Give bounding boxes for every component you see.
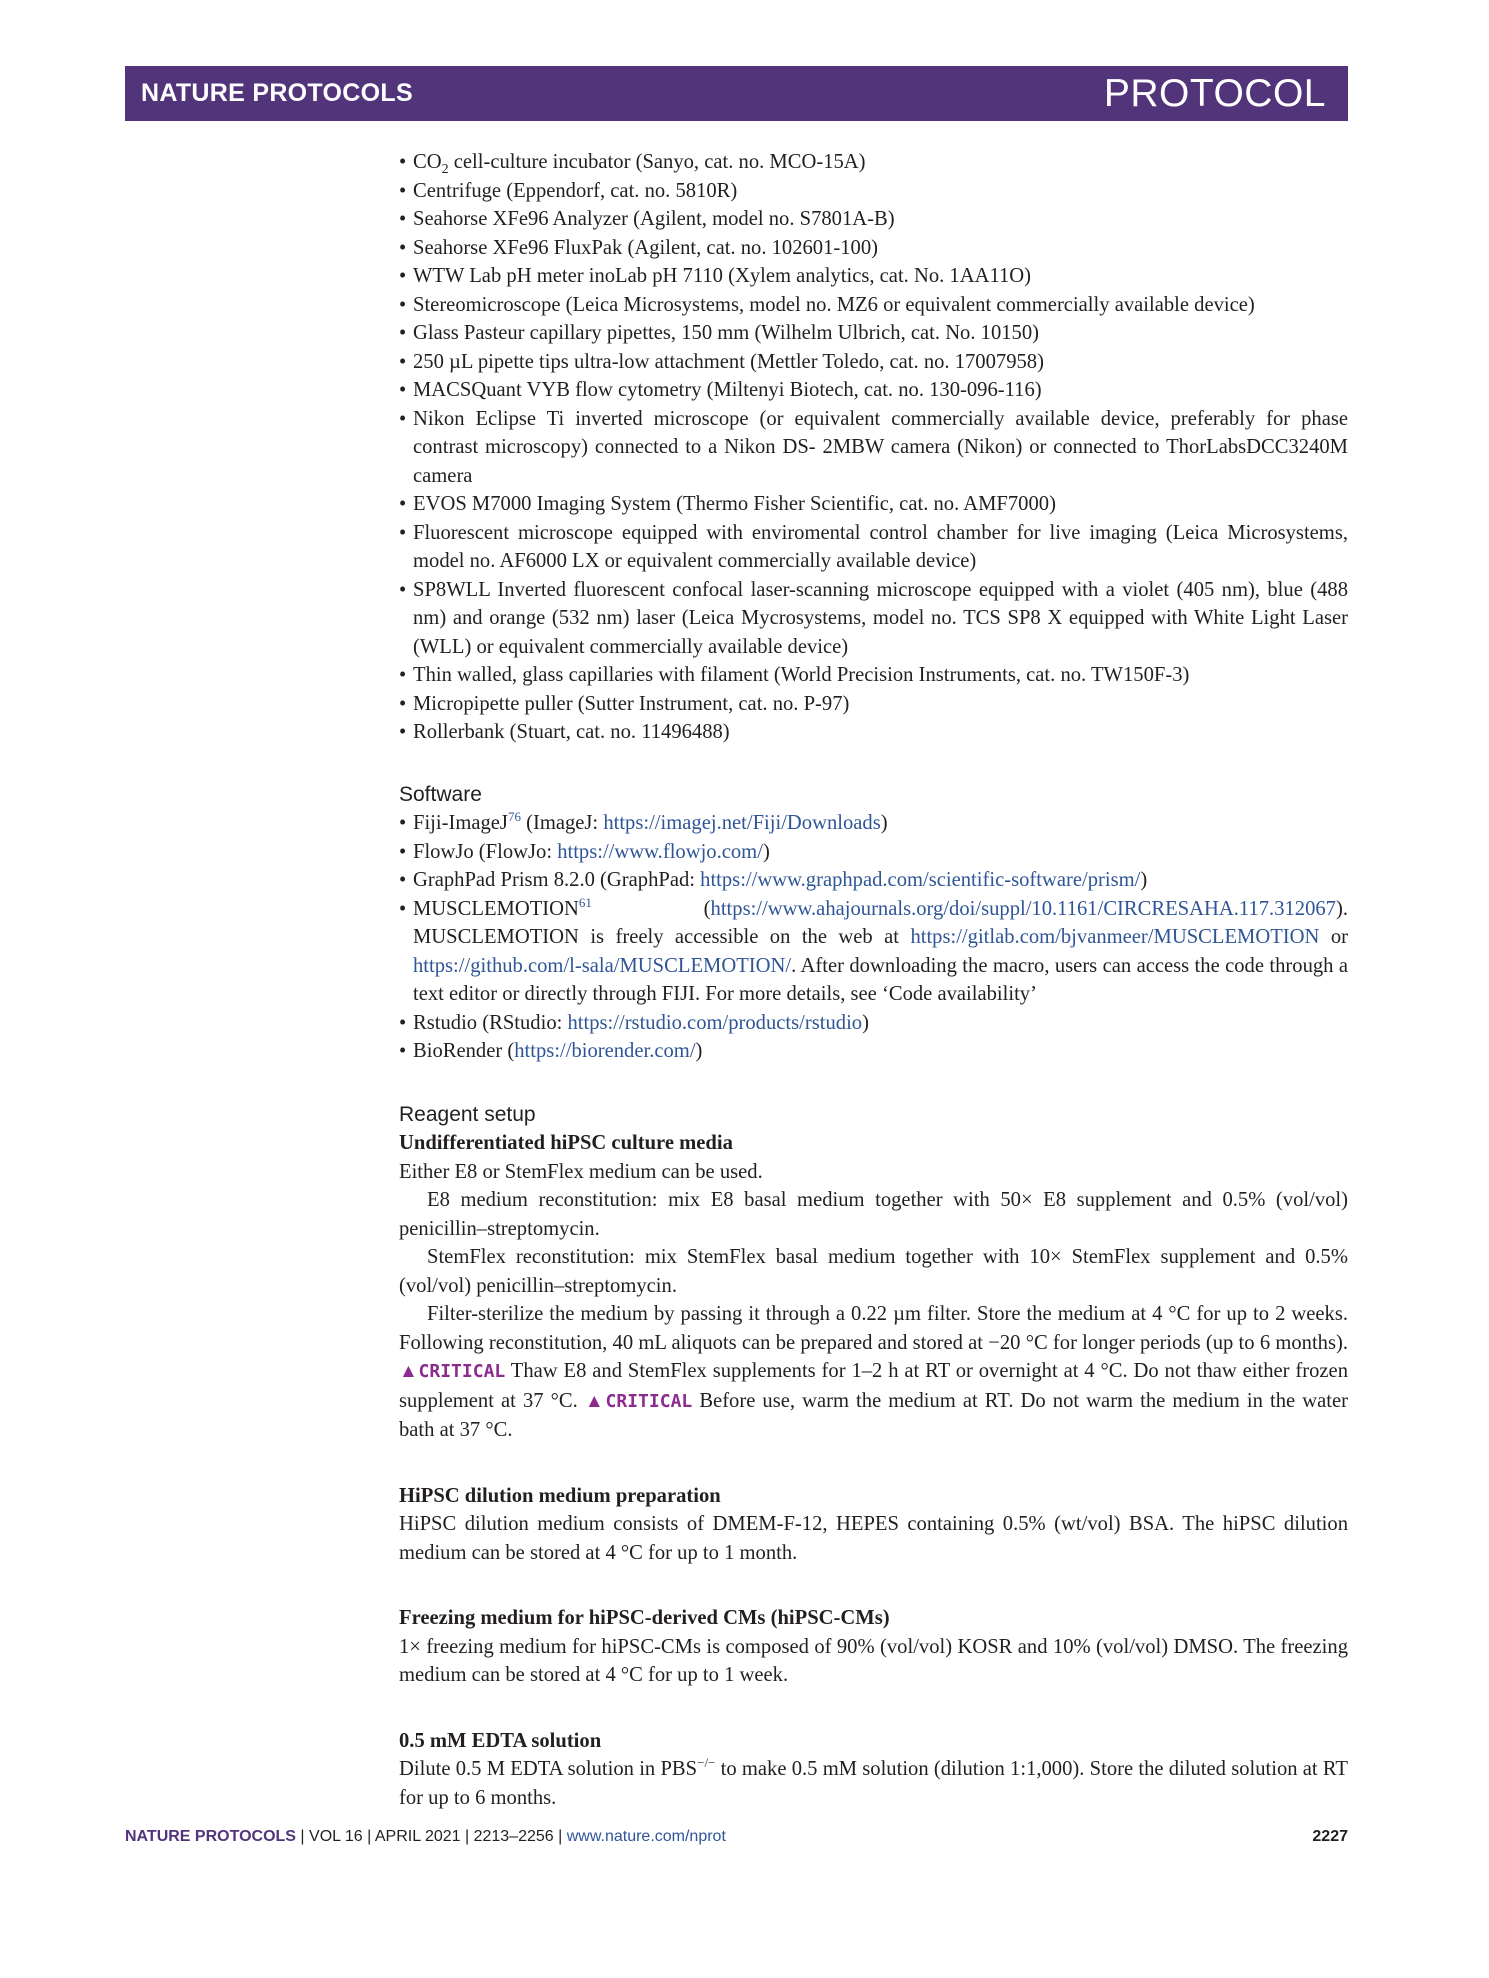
list-item: • Centrifuge (Eppendorf, cat. no. 5810R) <box>399 177 1348 206</box>
list-item: • Fluorescent microscope equipped with enviromental control chamber for live imaging (Leica Microsystems, model no. AF6000 LX or equivalent commercially available device) <box>399 519 1348 576</box>
imagej-link[interactable]: https://imagej.net/Fiji/Downloads <box>603 812 881 834</box>
paragraph: E8 medium reconstitution: mix E8 basal medium together with 50× E8 supplement and 0.5% (vol/vol) penicillin–streptomycin. <box>399 1189 1348 1240</box>
github-link[interactable]: https://github.com/l-sala/MUSCLEMOTION/ <box>413 954 792 977</box>
list-item: • WTW Lab pH meter inoLab pH 7110 (Xylem analytics, cat. No. 1AA11O) <box>399 262 1348 291</box>
gitlab-link[interactable]: https://gitlab.com/bjvanmeer/MUSCLEMOTION <box>910 926 1320 948</box>
list-item: • 250 µL pipette tips ultra-low attachment (Mettler Toledo, cat. no. 17007958) <box>399 348 1348 377</box>
citation-ref[interactable]: 76 <box>507 809 521 825</box>
footer-url-link[interactable]: www.nature.com/nprot <box>566 1828 726 1845</box>
article-type: PROTOCOL <box>1103 72 1326 115</box>
list-item: • Glass Pasteur capillary pipettes, 150 mm (Wilhelm Ulbrich, cat. No. 10150) <box>399 319 1348 348</box>
critical-triangle-icon: ▲ <box>399 1361 419 1382</box>
list-item: • EVOS M7000 Imaging System (Thermo Fisher Scientific, cat. no. AMF7000) <box>399 490 1348 519</box>
paragraph: StemFlex reconstitution: mix StemFlex basal medium together with 10× StemFlex supplement and 0.5% (vol/vol) penicillin–streptomycin. <box>399 1246 1348 1297</box>
reagent-setup-heading: Reagent setup <box>399 1102 536 1126</box>
list-item: • Seahorse XFe96 FluxPak (Agilent, cat. no. 102601-100) <box>399 234 1348 263</box>
list-item: • Nikon Eclipse Ti inverted microscope (or equivalent commercially available device, preferably for phase contrast microscopy) connected to a Nikon DS- 2MBW camera (Nikon) or connected to ThorLabsDCC3240M camera <box>399 405 1348 491</box>
list-item: • GraphPad Prism 8.2.0 (GraphPad: https://www.graphpad.com/scientific-software/prism/) <box>399 866 1348 895</box>
list-item: • SP8WLL Inverted fluorescent confocal laser-scanning microscope equipped with a violet (405 nm), blue (488 nm) and orange (532 nm) laser (Leica Mycrosystems, model no. TCS SP8 X equipped with White Light Laser (WLL) or equivalent commercially available device) <box>399 576 1348 662</box>
subsection-title: Undifferentiated hiPSC culture media <box>399 1132 733 1154</box>
equipment-list <box>399 148 1348 747</box>
graphpad-link[interactable]: https://www.graphpad.com/scientific-software/prism/ <box>700 869 1141 891</box>
list-item: • Rstudio (RStudio: https://rstudio.com/products/rstudio) <box>399 1009 1348 1038</box>
subsection-title: HiPSC dilution medium preparation <box>399 1484 721 1507</box>
list-item: • MACSQuant VYB flow cytometry (Miltenyi Biotech, cat. no. 130-096-116) <box>399 376 1348 405</box>
edta-solution-block <box>399 1727 1348 1813</box>
biorender-link[interactable]: https://biorender.com/ <box>514 1040 696 1062</box>
paragraph: Dilute 0.5 M EDTA solution in PBS−/− to make 0.5 mM solution (dilution 1:1,000). Store the diluted solution at RT for up to 6 months. <box>399 1755 1348 1809</box>
dilution-medium-block <box>399 1482 1348 1568</box>
citation-ref[interactable]: 61 <box>578 894 592 910</box>
paragraph: Either E8 or StemFlex medium can be used. <box>399 1160 763 1183</box>
subsection-title: 0.5 mM EDTA solution <box>399 1729 602 1752</box>
subsection-title: Freezing medium for hiPSC-derived CMs (hiPSC-CMs) <box>399 1607 890 1629</box>
list-item: • $CO_2$ cell-culture incubator (Sanyo, cat. no. MCO-15A) <box>399 148 1348 177</box>
list-item: • MUSCLEMOTION$^{61}$ (https://www.ahajournals.org/doi/suppl/10.1161/CIRCRESAHA.117.312067). MUSCLEMOTION is freely accessible on the web at https://gitlab.com/bjvanmeer/MUSCLEMOTION or https://github.com/l-sala/MUSCLEMOTION/. After downloading the macro, users can access the code through a text editor or directly through FIJI. For more details, see ‘Code availability’ <box>399 895 1348 1009</box>
software-heading: Software <box>399 782 482 806</box>
list-item: • Stereomicroscope (Leica Microsystems, model no. MZ6 or equivalent commercially available device) <box>399 291 1348 320</box>
journal-name: NATURE PROTOCOLS <box>141 79 413 107</box>
ahajournals-link[interactable]: https://www.ahajournals.org/doi/suppl/10.1161/CIRCRESAHA.117.312067 <box>710 897 1336 920</box>
freezing-medium-block <box>399 1604 1348 1690</box>
rstudio-link[interactable]: https://rstudio.com/products/rstudio <box>567 1011 863 1034</box>
flowjo-link[interactable]: https://www.flowjo.com/ <box>557 840 763 863</box>
list-item: • Thin walled, glass capillaries with filament (World Precision Instruments, cat. no. TW150F-3) <box>399 661 1348 690</box>
paragraph: 1× freezing medium for hiPSC-CMs is composed of 90% (vol/vol) KOSR and 10% (vol/vol) DMSO. The freezing medium can be stored at 4 °C for up to 1 week. <box>399 1635 1348 1686</box>
software-list <box>399 809 1348 1066</box>
journal-header-bar <box>125 66 1348 121</box>
paragraph: Filter-sterilize the medium by passing it through a 0.22 µm filter. Store the medium at 4 °C for up to 2 weeks. Following reconstitution, 40 mL aliquots can be prepared and stored at −20 °C for longer periods (up to 6 months). ▲CRITICAL Thaw E8 and StemFlex supplements for 1–2 h at RT or overnight at 4 °C. Do not thaw either frozen supplement at 37 °C. ▲CRITICAL Before use, warm the medium at RT. Do not warm the medium in the water bath at 37 °C. <box>399 1303 1348 1441</box>
footer-details: | VOL 16 | APRIL 2021 | 2213–2256 | <box>295 1828 567 1845</box>
list-item: • Micropipette puller (Sutter Instrument, cat. no. P-97) <box>399 690 1348 719</box>
page-footer <box>125 1828 1348 1846</box>
critical-label: CRITICAL <box>605 1390 693 1412</box>
list-item: • FlowJo (FlowJo: https://www.flowjo.com/) <box>399 838 1348 867</box>
critical-label: CRITICAL <box>418 1361 506 1382</box>
page-content <box>399 148 1348 1812</box>
list-item: • Fiji-ImageJ$^{76}$ (ImageJ: https://imagej.net/Fiji/Downloads) <box>399 809 1348 838</box>
critical-triangle-icon: ▲ <box>584 1390 606 1412</box>
paragraph: HiPSC dilution medium consists of DMEM-F-12, HEPES containing 0.5% (wt/vol) BSA. The hiPSC dilution medium can be stored at 4 °C for up to 1 month. <box>399 1513 1348 1564</box>
list-item: • BioRender (https://biorender.com/) <box>399 1037 1348 1066</box>
page-number: 2227 <box>1312 1828 1348 1845</box>
list-item: • Seahorse XFe96 Analyzer (Agilent, model no. S7801A-B) <box>399 205 1348 234</box>
list-item: • Rollerbank (Stuart, cat. no. 11496488) <box>399 718 1348 747</box>
culture-media-block <box>399 1129 1348 1445</box>
footer-journal: NATURE PROTOCOLS <box>125 1828 296 1845</box>
